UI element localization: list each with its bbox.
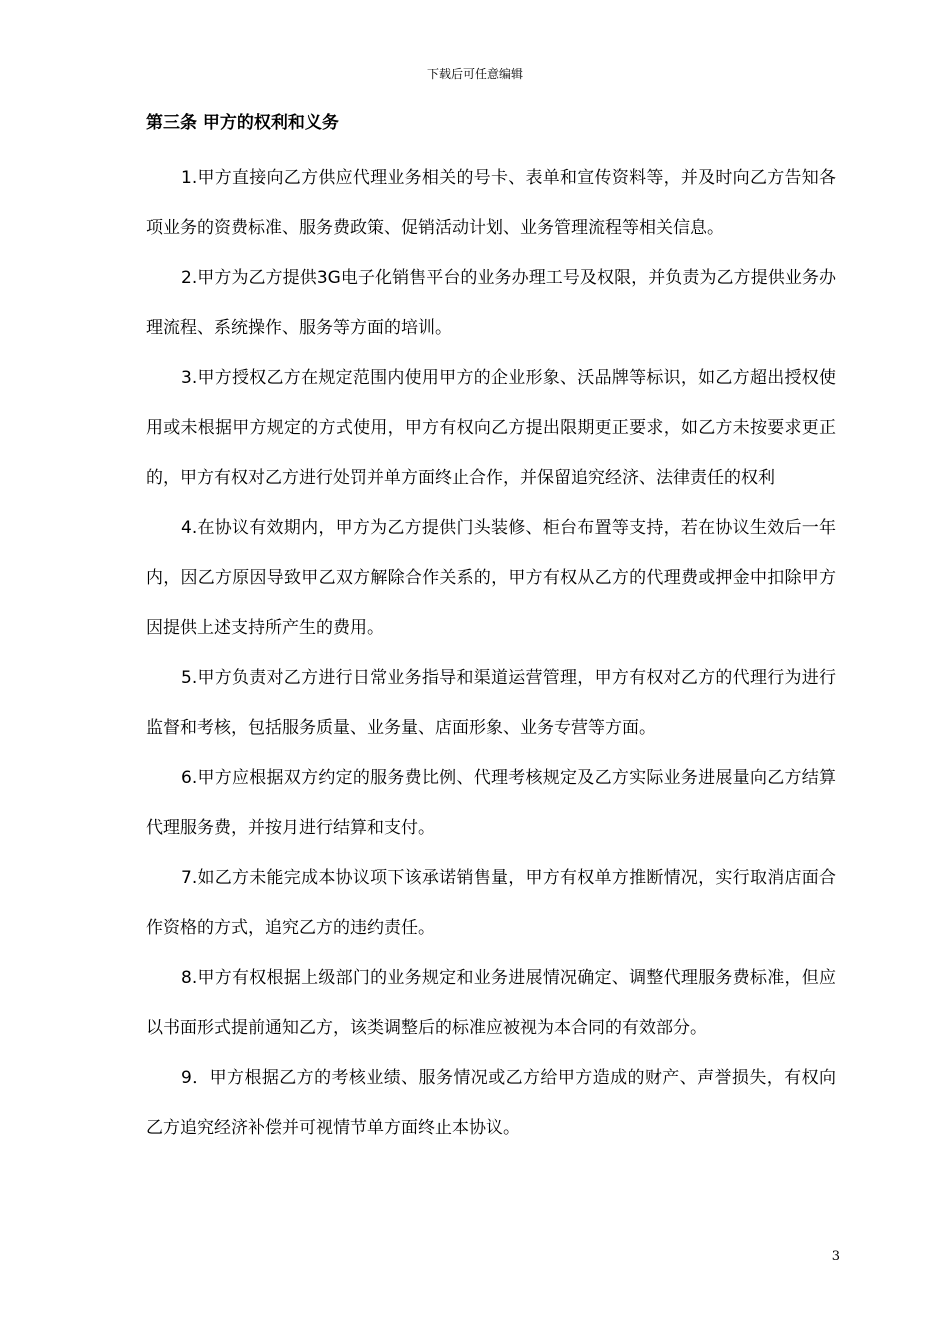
document-body <box>146 103 836 1153</box>
clause-8: 8.甲方有权根据上级部门的业务规定和业务进展情况确定、调整代理服务费标准，但应以书面形式提前通知乙方，该类调整后的标准应被视为本合同的有效部分。 <box>146 968 836 1038</box>
clause-2: 2.甲方为乙方提供3G电子化销售平台的业务办理工号及权限，并负责为乙方提供业务办理流程、系统操作、服务等方面的培训。 <box>146 268 836 338</box>
clause-9: 9．甲方根据乙方的考核业绩、服务情况或乙方给甲方造成的财产、声誉损失，有权向乙方追究经济补偿并可视情节单方面终止本协议。 <box>146 1068 836 1138</box>
clause-4: 4.在协议有效期内，甲方为乙方提供门头装修、柜台布置等支持，若在协议生效后一年内，因乙方原因导致甲乙双方解除合作关系的，甲方有权从乙方的代理费或押金中扣除甲方因提供上述支持所产生的费用。 <box>146 518 836 638</box>
clause-5: 5.甲方负责对乙方进行日常业务指导和渠道运营管理，甲方有权对乙方的代理行为进行监督和考核，包括服务质量、业务量、店面形象、业务专营等方面。 <box>146 668 836 738</box>
article-title: 第三条 甲方的权利和义务 <box>146 113 339 133</box>
clause-6: 6.甲方应根据双方约定的服务费比例、代理考核规定及乙方实际业务进展量向乙方结算代理服务费，并按月进行结算和支付。 <box>146 768 836 838</box>
clause-7: 7.如乙方未能完成本协议项下该承诺销售量，甲方有权单方推断情况，实行取消店面合作资格的方式，追究乙方的违约责任。 <box>146 868 836 938</box>
clause-1: 1.甲方直接向乙方供应代理业务相关的号卡、表单和宣传资料等，并及时向乙方告知各项业务的资费标准、服务费政策、促销活动计划、业务管理流程等相关信息。 <box>146 168 836 238</box>
page-header: 下载后可任意编辑 <box>426 67 523 81</box>
page-number: 3 <box>831 1249 840 1264</box>
clause-3: 3.甲方授权乙方在规定范围内使用甲方的企业形象、沃品牌等标识，如乙方超出授权使用或未根据甲方规定的方式使用，甲方有权向乙方提出限期更正要求，如乙方未按要求更正的，甲方有权对乙方进行处罚并单方面终止合作，并保留追究经济、法律责任的权利 <box>146 368 836 488</box>
